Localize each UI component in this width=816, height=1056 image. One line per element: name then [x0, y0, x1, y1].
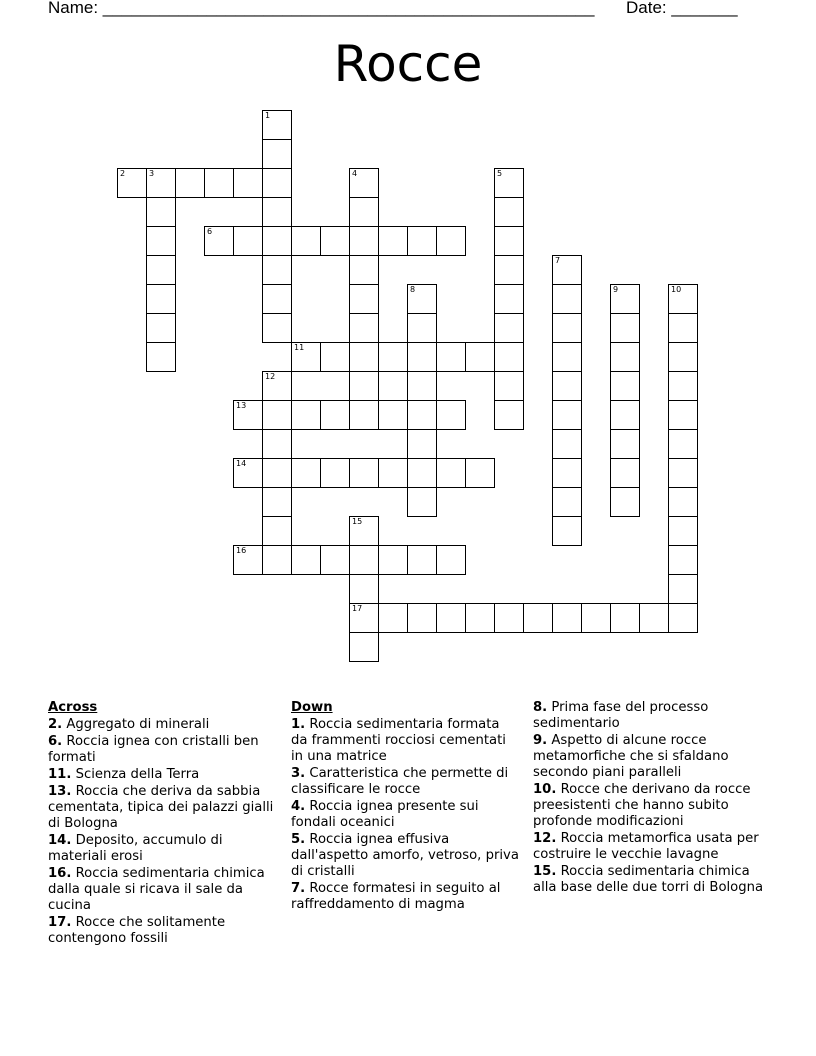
grid-cell[interactable]	[320, 226, 350, 256]
clue-item	[48, 784, 276, 832]
grid-cell[interactable]	[407, 458, 437, 488]
clue-text: Roccia sedimentaria chimica dalla quale si ricava il sale da cucina	[48, 866, 265, 913]
clue-item	[48, 915, 276, 947]
clue-item	[533, 864, 773, 896]
grid-cell[interactable]	[494, 255, 524, 285]
cell-number: 11	[294, 343, 305, 352]
grid-cell[interactable]	[407, 487, 437, 517]
grid-cell[interactable]	[436, 603, 466, 633]
clue-number: 5.	[291, 832, 306, 847]
grid-cell[interactable]	[494, 284, 524, 314]
grid-cell[interactable]	[552, 458, 582, 488]
grid-cell[interactable]	[668, 603, 698, 633]
grid-cell[interactable]	[349, 545, 379, 575]
grid-cell[interactable]	[262, 255, 292, 285]
grid-cell[interactable]	[407, 603, 437, 633]
grid-cell[interactable]	[552, 255, 582, 285]
clue-text: Roccia metamorfica usata per costruire le vecchie lavagne	[533, 831, 759, 862]
grid-cell[interactable]	[407, 429, 437, 459]
grid-cell[interactable]	[349, 574, 379, 604]
clue-number: 16.	[48, 866, 72, 881]
clue-text: Roccia ignea presente sui fondali oceanici	[291, 799, 479, 830]
clue-item	[533, 831, 773, 863]
grid-cell[interactable]	[349, 226, 379, 256]
grid-cell[interactable]	[262, 487, 292, 517]
grid-cell[interactable]	[262, 139, 292, 169]
clue-text: Aggregato di minerali	[66, 717, 210, 732]
clue-item	[291, 766, 519, 798]
grid-cell[interactable]	[668, 284, 698, 314]
grid-cell[interactable]	[349, 603, 379, 633]
grid-cell[interactable]	[552, 313, 582, 343]
grid-cell[interactable]	[668, 429, 698, 459]
grid-cell[interactable]	[349, 255, 379, 285]
clue-number: 13.	[48, 784, 72, 799]
cell-number: 15	[352, 517, 363, 526]
grid-cell[interactable]	[610, 400, 640, 430]
clue-number: 10.	[533, 782, 557, 797]
clue-text: Rocce che derivano da rocce preesistenti che hanno subito profonde modificazioni	[533, 782, 751, 829]
clue-item	[48, 717, 276, 733]
grid-cell[interactable]	[407, 400, 437, 430]
grid-cell[interactable]	[378, 226, 408, 256]
grid-cell[interactable]	[262, 197, 292, 227]
grid-cell[interactable]	[523, 603, 553, 633]
grid-cell[interactable]	[146, 168, 176, 198]
grid-cell[interactable]	[610, 458, 640, 488]
cell-number: 2	[120, 169, 126, 178]
clue-number: 6.	[48, 734, 63, 749]
clue-item	[48, 833, 276, 865]
grid-cell[interactable]	[494, 313, 524, 343]
grid-cell[interactable]	[146, 255, 176, 285]
grid-cell[interactable]	[494, 342, 524, 372]
clue-number: 3.	[291, 766, 306, 781]
grid-cell[interactable]	[668, 342, 698, 372]
page-title: Rocce	[333, 35, 483, 93]
cell-number: 4	[352, 169, 358, 178]
cell-number: 8	[410, 285, 416, 294]
grid-cell[interactable]	[320, 342, 350, 372]
clue-text: Rocce formatesi in seguito al raffreddamento di magma	[291, 881, 501, 912]
grid-cell[interactable]	[436, 400, 466, 430]
grid-cell[interactable]	[552, 342, 582, 372]
clue-text: Roccia sedimentaria formata da frammenti rocciosi cementati in una matrice	[291, 717, 506, 764]
clue-text: Deposito, accumulo di materiali erosi	[48, 833, 223, 864]
grid-cell[interactable]	[349, 632, 379, 662]
grid-cell[interactable]	[117, 168, 147, 198]
grid-cell[interactable]	[465, 342, 495, 372]
clue-text: Roccia sedimentaria chimica alla base delle due torri di Bologna	[533, 864, 764, 895]
clue-text: Caratteristica che permette di classificare le rocce	[291, 766, 509, 797]
grid-cell[interactable]	[436, 545, 466, 575]
grid-cell[interactable]	[552, 603, 582, 633]
grid-cell[interactable]	[291, 342, 321, 372]
grid-cell[interactable]	[349, 342, 379, 372]
grid-cell[interactable]	[262, 516, 292, 546]
grid-cell[interactable]	[175, 168, 205, 198]
clue-item	[291, 717, 519, 765]
clue-item	[48, 734, 276, 766]
clue-item	[48, 767, 276, 783]
grid-cell[interactable]	[204, 168, 234, 198]
clue-item	[48, 866, 276, 914]
clue-text: Rocce che solitamente contengono fossili	[48, 915, 226, 946]
cell-number: 14	[236, 459, 247, 468]
grid-cell[interactable]	[262, 400, 292, 430]
grid-cell[interactable]	[291, 226, 321, 256]
grid-cell[interactable]	[436, 226, 466, 256]
clue-number: 12.	[533, 831, 557, 846]
grid-cell[interactable]	[349, 516, 379, 546]
grid-cell[interactable]	[610, 371, 640, 401]
grid-cell[interactable]	[291, 400, 321, 430]
grid-cell[interactable]	[407, 226, 437, 256]
clue-number: 1.	[291, 717, 306, 732]
grid-cell[interactable]	[233, 168, 263, 198]
grid-cell[interactable]	[494, 371, 524, 401]
across-clues	[48, 700, 276, 948]
grid-cell[interactable]	[465, 603, 495, 633]
grid-cell[interactable]	[146, 226, 176, 256]
clue-item	[533, 700, 773, 732]
grid-cell[interactable]	[581, 603, 611, 633]
grid-cell[interactable]	[349, 458, 379, 488]
grid-cell[interactable]	[668, 458, 698, 488]
clue-text: Aspetto di alcune rocce metamorfiche che si sfaldano secondo piani paralleli	[533, 733, 729, 780]
grid-cell[interactable]	[291, 458, 321, 488]
grid-cell[interactable]	[262, 545, 292, 575]
grid-cell[interactable]	[146, 197, 176, 227]
grid-cell[interactable]	[552, 400, 582, 430]
grid-cell[interactable]	[552, 429, 582, 459]
cell-number: 17	[352, 604, 363, 613]
grid-cell[interactable]	[552, 516, 582, 546]
grid-cell[interactable]	[378, 400, 408, 430]
grid-cell[interactable]	[262, 313, 292, 343]
grid-cell[interactable]	[262, 458, 292, 488]
grid-cell[interactable]	[407, 371, 437, 401]
clue-text: Prima fase del processo sedimentario	[533, 700, 709, 731]
cell-number: 16	[236, 546, 247, 555]
grid-cell[interactable]	[668, 516, 698, 546]
grid-cell[interactable]	[610, 284, 640, 314]
clue-item	[533, 782, 773, 830]
clue-number: 17.	[48, 915, 72, 930]
cell-number: 9	[613, 285, 619, 294]
grid-cell[interactable]	[668, 371, 698, 401]
clue-item	[291, 881, 519, 913]
clue-number: 15.	[533, 864, 557, 879]
clue-text: Roccia ignea con cristalli ben formati	[48, 734, 259, 765]
grid-cell[interactable]	[668, 545, 698, 575]
grid-cell[interactable]	[552, 371, 582, 401]
clue-number: 8.	[533, 700, 548, 715]
cell-number: 10	[671, 285, 682, 294]
grid-cell[interactable]	[262, 226, 292, 256]
grid-cell[interactable]	[378, 342, 408, 372]
grid-cell[interactable]	[407, 284, 437, 314]
grid-cell[interactable]	[668, 487, 698, 517]
grid-cell[interactable]	[494, 226, 524, 256]
grid-cell[interactable]	[349, 371, 379, 401]
grid-cell[interactable]	[610, 313, 640, 343]
grid-cell[interactable]	[610, 487, 640, 517]
grid-cell[interactable]	[233, 545, 263, 575]
clue-number: 7.	[291, 881, 306, 896]
clue-text: Scienza della Terra	[75, 767, 200, 782]
grid-cell[interactable]	[668, 574, 698, 604]
clue-number: 14.	[48, 833, 72, 848]
clue-item	[291, 832, 519, 880]
grid-cell[interactable]	[320, 458, 350, 488]
grid-cell[interactable]	[436, 342, 466, 372]
grid-cell[interactable]	[233, 458, 263, 488]
grid-cell[interactable]	[436, 458, 466, 488]
cell-number: 1	[265, 111, 271, 120]
down-heading: Down	[291, 700, 333, 715]
grid-cell[interactable]	[349, 197, 379, 227]
grid-cell[interactable]	[291, 545, 321, 575]
cell-number: 5	[497, 169, 503, 178]
cell-number: 13	[236, 401, 247, 410]
grid-cell[interactable]	[262, 284, 292, 314]
grid-cell[interactable]	[494, 168, 524, 198]
grid-cell[interactable]	[320, 545, 350, 575]
down-clues-col2	[533, 700, 773, 897]
grid-cell[interactable]	[552, 284, 582, 314]
grid-cell[interactable]	[233, 226, 263, 256]
grid-cell[interactable]	[494, 197, 524, 227]
across-heading: Across	[48, 700, 98, 715]
grid-cell[interactable]	[262, 168, 292, 198]
grid-cell[interactable]	[146, 313, 176, 343]
grid-cell[interactable]	[146, 284, 176, 314]
clue-number: 9.	[533, 733, 548, 748]
grid-cell[interactable]	[233, 400, 263, 430]
grid-cell[interactable]	[668, 400, 698, 430]
grid-cell[interactable]	[465, 458, 495, 488]
grid-cell[interactable]	[349, 313, 379, 343]
clue-number: 11.	[48, 767, 72, 782]
grid-cell[interactable]	[378, 603, 408, 633]
grid-cell[interactable]	[610, 342, 640, 372]
grid-cell[interactable]	[349, 400, 379, 430]
grid-cell[interactable]	[262, 429, 292, 459]
grid-cell[interactable]	[407, 342, 437, 372]
grid-cell[interactable]	[262, 371, 292, 401]
grid-cell[interactable]	[639, 603, 669, 633]
grid-cell[interactable]	[146, 342, 176, 372]
grid-cell[interactable]	[349, 284, 379, 314]
cell-number: 7	[555, 256, 561, 265]
grid-cell[interactable]	[262, 110, 292, 140]
grid-cell[interactable]	[668, 313, 698, 343]
clue-text: Roccia ignea effusiva dall'aspetto amorfo, vetroso, priva di cristalli	[291, 832, 519, 879]
cell-number: 12	[265, 372, 276, 381]
clue-number: 2.	[48, 717, 63, 732]
grid-cell[interactable]	[204, 226, 234, 256]
date-field-label[interactable]: Date: _______	[626, 0, 738, 17]
grid-cell[interactable]	[494, 400, 524, 430]
down-clues-col1	[291, 700, 519, 914]
grid-cell[interactable]	[378, 545, 408, 575]
grid-cell[interactable]	[320, 400, 350, 430]
grid-cell[interactable]	[552, 487, 582, 517]
grid-cell[interactable]	[610, 603, 640, 633]
clue-number: 4.	[291, 799, 306, 814]
grid-cell[interactable]	[407, 313, 437, 343]
grid-cell[interactable]	[378, 458, 408, 488]
name-field-label[interactable]: Name: ____________________________________________________	[48, 0, 595, 17]
clue-text: Roccia che deriva da sabbia cementata, tipica dei palazzi gialli di Bologna	[48, 784, 274, 831]
cell-number: 6	[207, 227, 213, 236]
grid-cell[interactable]	[407, 545, 437, 575]
grid-cell[interactable]	[610, 429, 640, 459]
grid-cell[interactable]	[494, 603, 524, 633]
cell-number: 3	[149, 169, 155, 178]
clue-item	[533, 733, 773, 781]
clue-item	[291, 799, 519, 831]
grid-cell[interactable]	[349, 168, 379, 198]
